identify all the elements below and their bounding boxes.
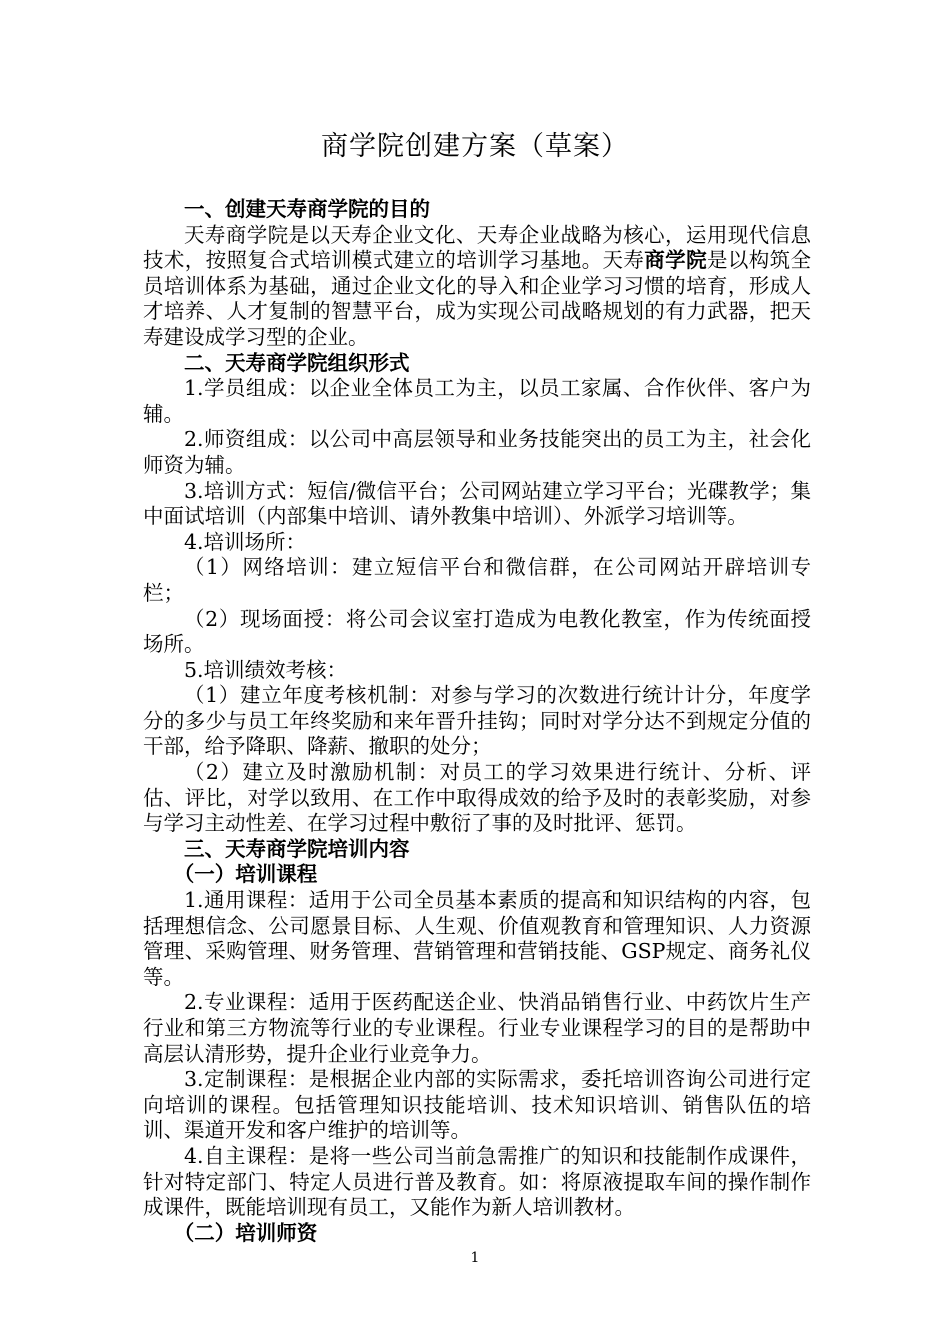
subsection-heading-courses: （一）培训课程 xyxy=(173,862,318,887)
paragraph-text: 天寿商学院是以天寿企业文化、天寿企业战略为核心，运用现代信息技术，按照复合式培训模式建立的培训学习基地。天寿 xyxy=(143,222,811,273)
paragraph-text: 是以构筑全员培训体系为基础，通过企业文化的导入和企业学习习惯的培育，形成人才培养、人才复制的智慧平台，成为实现公司战略规划的有力武器，把天寿建设成学习型的企业。 xyxy=(143,248,812,349)
paragraph-training-venues: 4.培训场所： xyxy=(184,529,307,554)
document-title: 商学院创建方案（草案） xyxy=(321,131,629,162)
paragraph-training-methods: 3.培训方式：短信/微信平台；公司网站建立学习平台；光碟教学；集中面试培训（内部集中培训、请外教集中培训）、外派学习培训等。 xyxy=(143,478,811,529)
paragraph-performance-review: 5.培训绩效考核： xyxy=(184,657,348,682)
paragraph-online-training: （1）网络培训：建立短信平台和微信群，在公司网站开辟培训专栏； xyxy=(143,555,811,605)
paragraph-annual-review: （1）建立年度考核机制：对参与学习的次数进行统计计分，年度学分的多少与员工年终奖励和来年晋升挂钩；同时对学分达不到规定分值的干部，给予降职、降薪、撤职的处分； xyxy=(143,683,811,759)
subsection-heading-faculty: （二）培训师资 xyxy=(173,1220,318,1245)
paragraph-self-developed-courses: 4.自主课程：是将一些公司当前急需推广的知识和技能制作成课件，针对特定部门、特定人员进行普及教育。如：将原液提取车间的操作制作成课件，既能培训现有员工，又能作为新人培训教材。 xyxy=(143,1143,811,1220)
document-body xyxy=(143,197,811,1246)
paragraph-trainees: 1.学员组成：以企业全体员工为主，以员工家属、合作伙伴、客户为辅。 xyxy=(143,376,811,426)
emphasis-text: 商学院 xyxy=(644,248,707,273)
paragraph-incentive-mechanism: （2）建立及时激励机制：对员工的学习效果进行统计、分析、评估、评比，对学以致用、在工作中取得成效的给予及时的表彰奖励，对参与学习主动性差、在学习过程中敷衍了事的及时批评、惩罚。 xyxy=(143,760,811,836)
section-heading-content: 三、天寿商学院培训内容 xyxy=(184,836,410,861)
page-number: 1 xyxy=(470,1250,480,1266)
section-heading-purpose: 一、创建天寿商学院的目的 xyxy=(184,197,430,221)
section-heading-organization: 二、天寿商学院组织形式 xyxy=(184,350,410,375)
paragraph-onsite-training: （2）现场面授：将公司会议室打造成为电教化教室，作为传统面授场所。 xyxy=(143,606,811,657)
paragraph-purpose xyxy=(143,223,811,351)
paragraph-faculty: 2.师资组成：以公司中高层领导和业务技能突出的员工为主，社会化师资为辅。 xyxy=(143,427,811,477)
paragraph-general-courses: 1.通用课程：适用于公司全员基本素质的提高和知识结构的内容，包括理想信念、公司愿景目标、人生观、价值观教育和管理知识、人力资源管理、采购管理、财务管理、营销管理和营销技能、GSP规定、商务礼仪等。 xyxy=(143,888,811,989)
paragraph-professional-courses: 2.专业课程：适用于医药配送企业、快消品销售行业、中药饮片生产行业和第三方物流等行业的专业课程。行业专业课程学习的目的是帮助中高层认清形势，提升企业行业竞争力。 xyxy=(143,990,811,1066)
paragraph-custom-courses: 3.定制课程：是根据企业内部的实际需求，委托培训咨询公司进行定向培训的课程。包括管理知识技能培训、技术知识培训、销售队伍的培训、渠道开发和客户维护的培训等。 xyxy=(143,1067,811,1143)
